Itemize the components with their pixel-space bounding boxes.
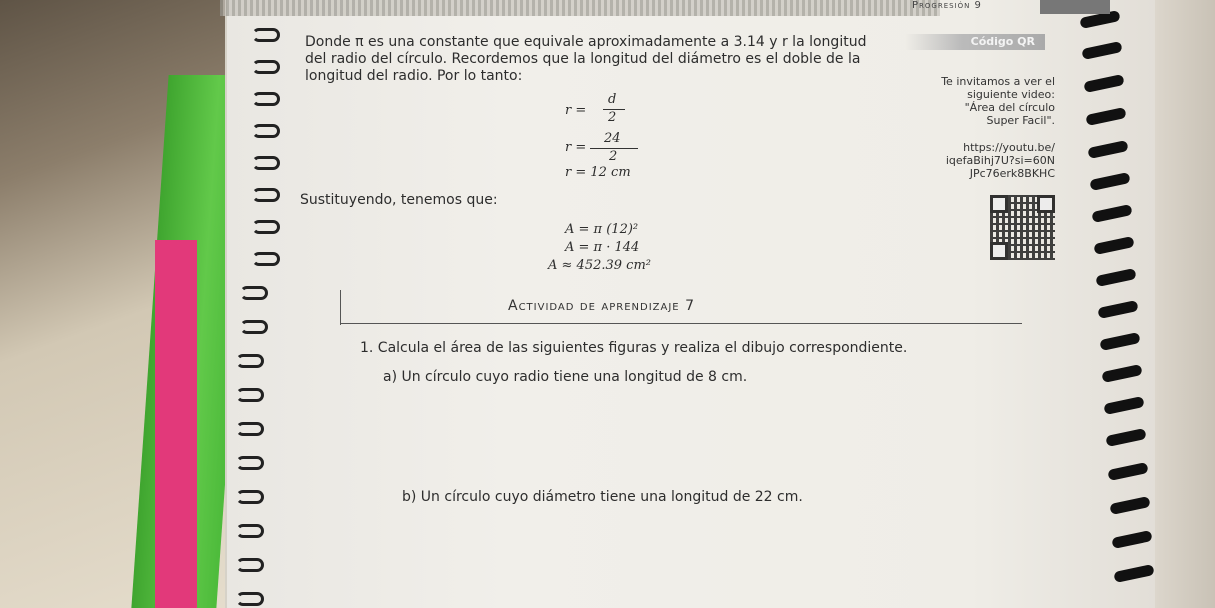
qr-code-image[interactable] <box>990 195 1055 260</box>
area-eq-3: A ≈ 452.39 cm² <box>548 258 651 273</box>
qr-finder-bottom-left <box>990 242 1008 260</box>
activity-divider <box>340 323 1022 324</box>
header-bar <box>1040 0 1110 14</box>
area-eq-1: A = π (12)² <box>565 222 639 237</box>
formula-r3: r = 12 cm <box>565 165 631 180</box>
intro-line-3: longitud del radio. Por lo tanto: <box>305 68 523 84</box>
area-eq-2: A = π · 144 <box>565 240 640 255</box>
formula-r2-numerator: 24 <box>604 131 621 146</box>
formula-r-lhs: r = <box>565 103 587 118</box>
formula-r2-denominator: 2 <box>609 149 618 164</box>
qr-url-3: JPc76erk8BKHC <box>969 167 1055 180</box>
qr-note-4: Super Facil". <box>986 114 1055 127</box>
page-right-edge <box>1155 0 1215 608</box>
qr-url-1: https://youtu.be/ <box>963 141 1055 154</box>
formula-r2-lhs: r = <box>565 140 587 155</box>
qr-finder-top-right <box>1037 195 1055 213</box>
qr-note-3: "Área del círculo <box>964 101 1055 114</box>
intro-line-2: del radio del círculo. Recordemos que la longitud del diámetro es el doble de la <box>305 51 861 67</box>
pink-folder-edge <box>155 240 197 608</box>
qr-code-title: Código QR <box>905 34 1045 50</box>
formula-r-denominator: 2 <box>608 110 617 125</box>
top-page-strip <box>220 0 940 16</box>
activity-divider-vertical <box>340 290 341 325</box>
qr-url-2: iqefaBihj7U?si=60N <box>945 154 1055 167</box>
substitution-label: Sustituyendo, tenemos que: <box>300 192 498 208</box>
qr-finder-top-left <box>990 195 1008 213</box>
qr-note-2: siguiente video: <box>967 88 1055 101</box>
page-header: Progresión 9 <box>912 0 982 11</box>
question-1: 1. Calcula el área de las siguientes figuras y realiza el dibujo correspondiente. <box>360 340 908 356</box>
qr-note-1: Te invitamos a ver el <box>941 75 1055 88</box>
formula-r-numerator: d <box>608 92 617 107</box>
question-1b: b) Un círculo cuyo diámetro tiene una longitud de 22 cm. <box>402 489 803 505</box>
intro-line-1: Donde π es una constante que equivale aproximadamente a 3.14 y r la longitud <box>305 34 867 50</box>
activity-title: Actividad de aprendizaje 7 <box>508 298 695 314</box>
question-1a: a) Un círculo cuyo radio tiene una longitud de 8 cm. <box>383 369 748 385</box>
